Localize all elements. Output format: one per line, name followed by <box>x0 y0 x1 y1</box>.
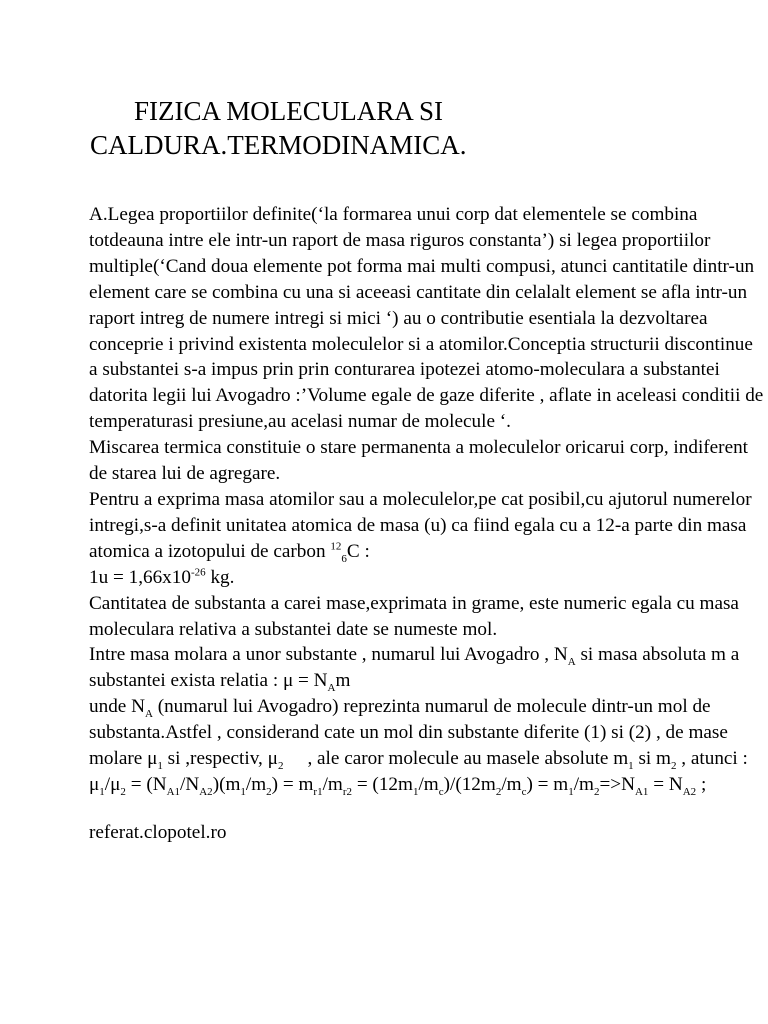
document-body <box>89 202 765 846</box>
paragraph-text: C : <box>346 540 370 562</box>
isotope-mass-number: 12 <box>330 540 342 553</box>
subscript: 1 <box>412 785 419 798</box>
eq-part: /N <box>180 773 200 795</box>
paragraph-atomic-mass-unit <box>89 487 765 565</box>
paragraph-unit-value <box>89 565 765 591</box>
paragraph-text: Pentru a exprima masa atomilor sau a moleculelor,pe cat posibil,cu ajutorul numerelor intregi,s-a definit unitatea atomica de masa (u) ca fiind egala cu a 12-a parte din masa atomica a izotopului de carbon <box>89 488 752 562</box>
subscript: A <box>567 656 576 669</box>
eq-part: μ <box>89 773 100 795</box>
paragraph-text: si ,respectiv, μ <box>162 748 278 770</box>
paragraph-text: Intre masa molara a unor substante , numarul lui Avogadro , N <box>89 644 568 666</box>
paragraph-text: si masa absoluta m a substantei exista relatia : μ = N <box>89 644 740 692</box>
subscript: A2 <box>682 785 697 798</box>
subscript: 1 <box>628 759 634 772</box>
paragraph-molar-relation <box>89 642 765 694</box>
paragraph-text: , ale caror molecule au masele absolute m <box>307 748 629 770</box>
paragraph-avogadro-explanation <box>89 694 765 772</box>
eq-part: ) = m <box>271 773 314 795</box>
document-title <box>90 94 730 162</box>
isotope-atomic-number: 6 <box>341 552 347 565</box>
paragraph-text: , atunci : <box>676 748 748 770</box>
subscript: c <box>438 785 444 798</box>
eq-part: ) = m <box>526 773 569 795</box>
subscript: 1 <box>568 785 574 798</box>
paragraph-text: m <box>335 670 351 692</box>
paragraph-text: Miscarea termica constituie o stare permanenta a moleculelor oricarui corp, indiferent de starea lui de agregare. <box>89 437 749 485</box>
subscript: 1 <box>240 785 246 798</box>
eq-part: ; <box>696 773 707 795</box>
subscript: r1 <box>313 785 323 798</box>
eq-part: /m <box>501 773 522 795</box>
subscript: 2 <box>495 785 502 798</box>
subscript: A <box>144 708 153 721</box>
eq-part: /m <box>322 773 343 795</box>
title-line-1: FIZICA MOLECULARA SI <box>134 96 444 126</box>
subscript: 2 <box>266 785 272 798</box>
paragraph-text: Cantitatea de substanta a carei mase,exprimata in grame, este numeric egala cu masa moleculara relativa a substantei date se numeste mol. <box>89 592 739 640</box>
unit-value-text: kg. <box>205 566 235 588</box>
subscript: 1 <box>99 785 105 798</box>
eq-part: =>N <box>599 773 635 795</box>
paragraph-mol-definition <box>89 591 765 643</box>
subscript: A <box>327 682 336 695</box>
subscript: r2 <box>342 785 353 798</box>
subscript: 2 <box>670 759 677 772</box>
subscript: 2 <box>277 759 284 772</box>
eq-part: = (N <box>125 773 167 795</box>
paragraph-text: unde N <box>89 696 145 718</box>
eq-part: )/(12m <box>443 773 496 795</box>
paragraph-text: si m <box>633 748 671 770</box>
paragraph-thermal-motion <box>89 435 765 487</box>
paragraph-text: (numarul lui Avogadro) reprezinta numarul de molecule dintr-un mol de substanta.Astfel , considerand cate un mol din substante diferite (1) si (2) , de mase molare μ <box>89 696 728 770</box>
eq-part: /μ <box>104 773 121 795</box>
subscript: c <box>521 785 527 798</box>
eq-part: = N <box>648 773 683 795</box>
source-footer <box>89 820 765 846</box>
eq-part: /m <box>418 773 439 795</box>
source-text: referat.clopotel.ro <box>89 821 227 843</box>
eq-part: /m <box>245 773 267 795</box>
subscript: 2 <box>593 785 600 798</box>
paragraph-text: A.Legea proportiilor definite(‘la formarea unui corp dat elementele se combina totdeauna intre ele intr-un raport de masa riguros constanta’) si legea proportiilor multiple(‘Cand doua elemente pot forma mai multi compusi, atunci cantitatile dintr-un element care se combina cu una si aceeasi cantitate din celalalt element se afla intr-un raport intreg de numere intregi si mici ‘) au o contributie esentiala la dezvoltarea conceprie i privind existenta moleculelor si a atomilor.Conceptia structurii discontinue a substantei s-a impus prin prin conturarea ipotezei atomo-moleculara a substantei datorita legii lui Avogadro :’Volume egale de gaze diferite , aflate in aceleasi conditii de temperaturasi presiune,au acelasi numar de molecule ‘. <box>89 204 764 433</box>
paragraph-proportion-laws <box>89 202 765 435</box>
unit-exponent: -26 <box>190 566 206 579</box>
title-line-2: CALDURA.TERMODINAMICA. <box>90 130 467 160</box>
subscript: A1 <box>166 785 181 798</box>
subscript: A2 <box>199 785 213 798</box>
subscript: 1 <box>157 759 163 772</box>
eq-part: /m <box>573 773 594 795</box>
subscript: A1 <box>634 785 649 798</box>
equation <box>89 772 765 798</box>
eq-part: )(m <box>212 773 241 795</box>
unit-value-text: 1u = 1,66x10 <box>89 566 191 588</box>
subscript: 2 <box>120 785 126 798</box>
eq-part: = (12m <box>352 773 413 795</box>
